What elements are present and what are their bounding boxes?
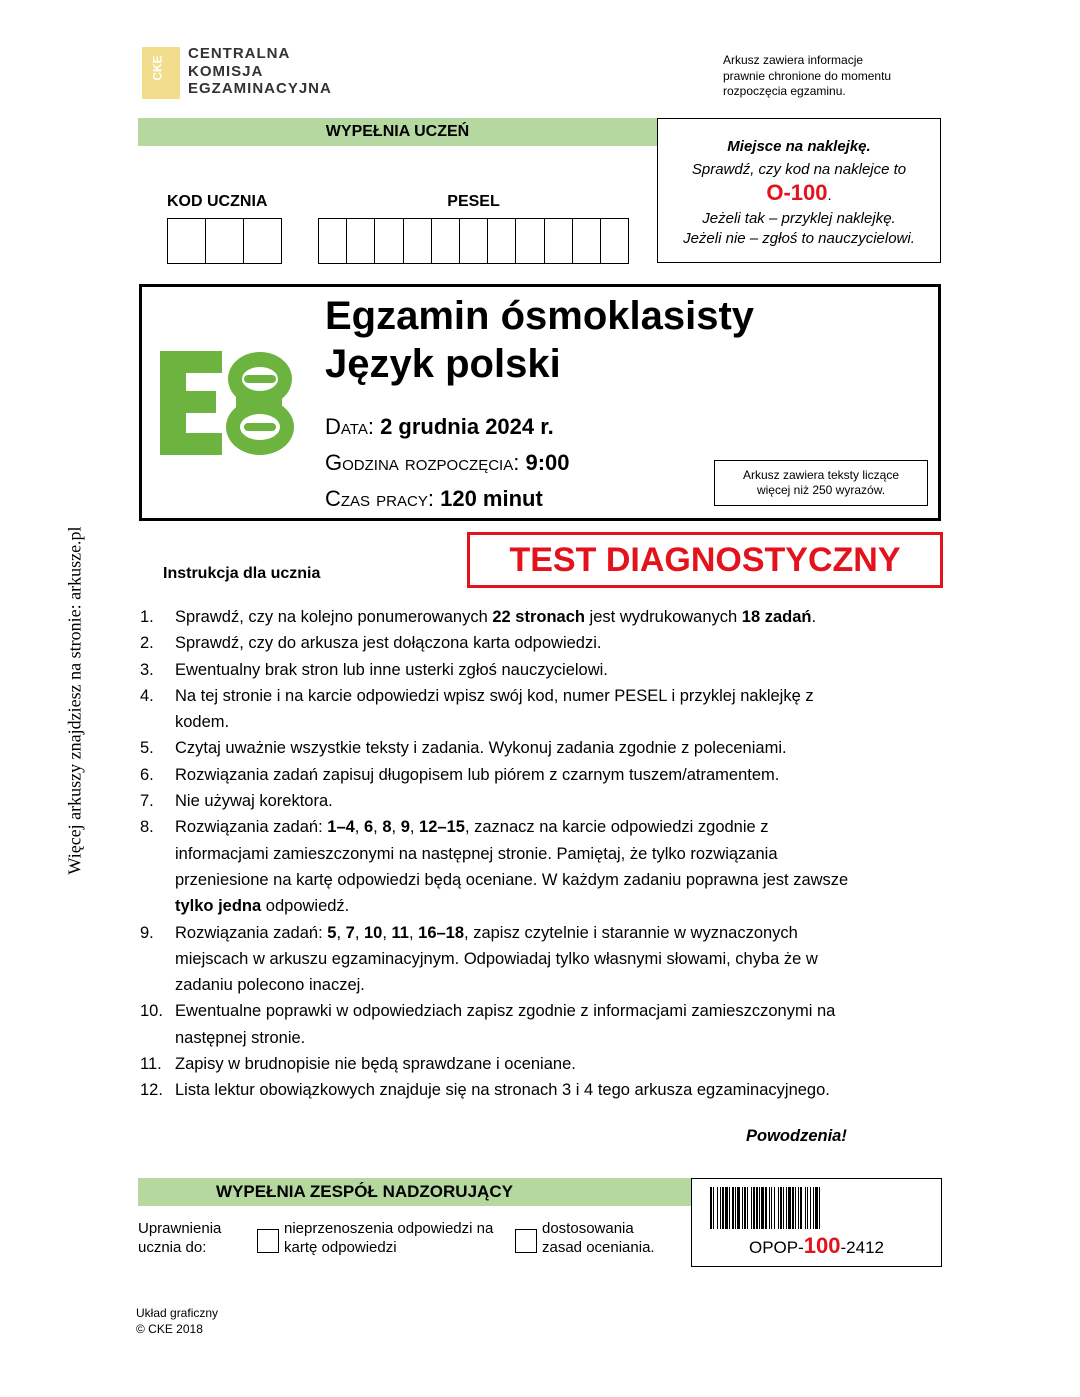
instruction-segment: 6 (363, 818, 374, 837)
instruction-text (175, 1077, 830, 1103)
barcode-box (691, 1178, 942, 1267)
instruction-item (140, 657, 920, 683)
instruction-item (140, 814, 920, 919)
student-section-bar: WYPEŁNIA UCZEŃ (138, 118, 657, 146)
barcode-number: 100 (803, 1233, 841, 1258)
word-count-note-text: Arkusz zawiera teksty liczące więcej niż 250 wyrazów. (742, 467, 900, 497)
instruction-segment: 5 (327, 923, 337, 942)
instruction-segment: , (354, 818, 364, 837)
side-watermark-text: Więcej arkuszy znajdziesz na stronie: arkusze.pl (64, 526, 85, 875)
legal-line: rozpoczęcia egzaminu. (723, 84, 846, 98)
rights-label: Uprawnienia ucznia do: (138, 1220, 222, 1256)
instruction-item (140, 630, 920, 656)
option-no-transfer: nieprzenoszenia odpowiedzi na kartę odpowiedzi (284, 1220, 494, 1256)
cke-logo-line: CENTRALNA (188, 45, 291, 62)
pesel-cell[interactable] (460, 219, 488, 263)
instruction-segment: , (408, 923, 419, 942)
cke-logo-mark-text: CKE (150, 55, 165, 81)
instruction-number: 9. (140, 923, 154, 942)
instruction-item (140, 920, 920, 999)
instruction-item (140, 998, 920, 1051)
barcode-suffix: -2412 (840, 1238, 884, 1257)
exam-title: Egzamin ósmoklasisty (325, 294, 755, 338)
kod-ucznia-input[interactable] (167, 218, 282, 264)
instruction-segment: , (391, 818, 401, 837)
barcode-icon (710, 1187, 922, 1229)
exam-time (325, 445, 570, 480)
instruction-segment: Sprawdź, czy na kolejno ponumerowanych (175, 608, 493, 626)
instruction-segment: 12–15 (419, 818, 465, 837)
pesel-cell[interactable] (545, 219, 573, 263)
instruction-number: 3. (140, 660, 154, 679)
diagnostic-stamp: TEST DIAGNOSTYCZNY (467, 532, 943, 588)
instruction-segment: Sprawdź, czy do arkusza jest dołączona karta odpowiedzi. (175, 634, 602, 653)
instruction-text (175, 814, 865, 919)
kod-ucznia-label: KOD UCZNIA (167, 193, 268, 210)
pesel-cell[interactable] (432, 219, 460, 263)
instruction-number: 11. (140, 1055, 162, 1074)
instruction-number: 12. (140, 1081, 163, 1100)
sticker-text: Jeżeli tak – przyklej naklejkę. (702, 210, 896, 227)
cke-logo (142, 45, 342, 101)
instruction-item (140, 735, 920, 761)
instruction-item (140, 683, 920, 736)
instructions-list (140, 604, 920, 1104)
footer-line: © CKE 2018 (136, 1322, 203, 1336)
pesel-cell[interactable] (601, 219, 629, 263)
instruction-segment: 16–18 (418, 923, 465, 942)
instruction-segment: . (811, 608, 817, 626)
instruction-number: 4. (140, 686, 154, 705)
instruction-segment: Na tej stronie i na karcie odpowiedzi wpisz swój kod, numer PESEL i przyklej naklejkę z kodem. (175, 686, 814, 732)
instruction-segment: 10 (363, 923, 383, 942)
instruction-segment: , (409, 818, 420, 837)
barcode-code (692, 1233, 941, 1259)
instruction-segment: 9 (400, 818, 410, 837)
instruction-text (175, 604, 816, 630)
time-value: 9:00 (525, 450, 570, 475)
pesel-cell[interactable] (319, 219, 347, 263)
option-adjusted-grading: dostosowania zasad oceniania. (542, 1220, 655, 1256)
cke-logo-mark (142, 47, 180, 99)
pesel-cell[interactable] (375, 219, 403, 263)
word-count-note (714, 460, 928, 506)
instruction-number: 6. (140, 765, 154, 784)
cke-logo-line: EGZAMINACYJNA (188, 80, 332, 97)
pesel-cell[interactable] (516, 219, 544, 263)
instruction-segment: jest wydrukowanych (584, 608, 742, 626)
sticker-title: Miejsce na naklejkę. (727, 138, 871, 155)
instruction-text (175, 657, 608, 683)
instruction-item (140, 1051, 920, 1077)
exam-date (325, 409, 554, 444)
instruction-segment: 22 stronach (492, 608, 585, 626)
instruction-text (175, 788, 333, 814)
exam-subject: Język polski (325, 342, 561, 386)
instruction-number: 1. (140, 608, 154, 626)
instruction-segment: Ewentualny brak stron lub inne usterki zgłoś nauczycielowi. (175, 660, 608, 679)
supervisor-section-bar (138, 1178, 691, 1206)
instruction-segment: , (336, 923, 346, 942)
instruction-number: 7. (140, 792, 154, 811)
instruction-number: 10. (140, 1002, 163, 1021)
sticker-code: O-100 (766, 180, 828, 205)
sticker-area: Miejsce na naklejkę. Sprawdź, czy kod na naklejce to O-100. Jeżeli tak – przyklej naklejkę. Jeżeli nie – zgłoś to nauczycielowi. (657, 118, 941, 263)
checkbox-adjusted-grading[interactable] (515, 1229, 537, 1253)
instruction-text (175, 735, 787, 761)
instruction-segment: , zapisz czytelnie i starannie w wyznaczonych miejscach w arkuszu egzaminacyjnym. Odpowiadaj tylko własnymi słowami, chyba że w zadaniu polecono inaczej. (175, 923, 818, 995)
instruction-segment: 11 (391, 923, 409, 942)
pesel-cell[interactable] (573, 219, 601, 263)
date-value: 2 grudnia 2024 r. (380, 414, 554, 439)
barcode-prefix: OPOP- (749, 1238, 804, 1257)
instruction-segment: odpowiedź. (261, 897, 350, 916)
pesel-input[interactable] (318, 218, 629, 264)
pesel-cell[interactable] (347, 219, 375, 263)
cke-logo-line: KOMISJA (188, 62, 264, 80)
instruction-number: 8. (140, 818, 154, 837)
instruction-segment: Ewentualne poprawki w odpowiedziach zapisz zgodnie z informacjami zamieszczonymi na następnej stronie. (175, 1002, 836, 1047)
pesel-cell[interactable] (488, 219, 516, 263)
instruction-segment: , zaznacz na karcie odpowiedzi zgodnie z informacjami zamieszczonymi na następnej stronie. Pamiętaj, że tylko rozwiązania przeniesione na kartę odpowiedzi będą oceniane. W każdym zadaniu poprawna jest zawsze (175, 818, 849, 889)
legal-line: Arkusz zawiera informacje (723, 53, 864, 67)
footer (136, 1305, 218, 1337)
instruction-segment: Rozwiązania zadań: (175, 818, 328, 837)
instruction-segment: Lista lektur obowiązkowych znajduje się na stronach 3 i 4 tego arkusza egzaminacyjnego. (175, 1081, 830, 1100)
instruction-segment: 8 (382, 818, 392, 837)
supervisor-bar-title: WYPEŁNIA ZESPÓŁ NADZORUJĄCY (216, 1182, 513, 1201)
instruction-segment: Rozwiązania zadań zapisuj długopisem lub piórem z czarnym tuszem/atramentem. (175, 765, 780, 784)
instruction-item (140, 604, 920, 630)
instruction-number: 2. (140, 634, 154, 653)
legal-line: prawnie chronione do momentu (723, 68, 892, 83)
instruction-segment: 18 zadań (741, 608, 812, 626)
pesel-label: PESEL (447, 193, 500, 210)
instruction-segment: Rozwiązania zadań: (175, 923, 328, 942)
sticker-text: Jeżeli nie – zgłoś to nauczycielowi. (683, 230, 915, 247)
instruction-segment: tylko jedna (175, 897, 262, 916)
instruction-segment: , (354, 923, 364, 942)
checkbox-no-transfer[interactable] (257, 1229, 279, 1253)
instruction-item (140, 788, 920, 814)
closing-text: Powodzenia! (746, 1127, 847, 1145)
legal-notice (723, 53, 891, 100)
exam-duration (325, 481, 543, 516)
instruction-segment: , (382, 923, 392, 942)
pesel-cell[interactable] (404, 219, 432, 263)
instruction-segment: 7 (345, 923, 355, 942)
e8-logo (160, 351, 300, 455)
date-label: Data: (325, 414, 374, 439)
instruction-text (175, 630, 601, 656)
instruction-segment: Czytaj uważnie wszystkie teksty i zadania. Wykonuj zadania zgodnie z poleceniami. (175, 739, 787, 758)
time-label: Godzina rozpoczęcia: (325, 450, 520, 475)
duration-value: 120 minut (440, 486, 543, 511)
instruction-segment: Nie używaj korektora. (175, 792, 333, 811)
instruction-text (175, 1051, 576, 1077)
instruction-text (175, 762, 779, 788)
instruction-text (175, 998, 865, 1051)
instruction-number: 5. (140, 739, 154, 758)
instructions-heading: Instrukcja dla ucznia (163, 565, 321, 582)
instruction-segment: Zapisy w brudnopisie nie będą sprawdzane i oceniane. (175, 1055, 576, 1074)
instruction-item (140, 762, 920, 788)
instruction-text (175, 920, 865, 999)
instruction-item (140, 1077, 920, 1103)
sticker-text: Sprawdź, czy kod na naklejce to (691, 161, 907, 178)
instruction-text (175, 683, 865, 736)
footer-line: Układ graficzny (136, 1306, 219, 1320)
duration-label: Czas pracy: (325, 486, 434, 511)
instruction-segment: , (373, 818, 383, 837)
instruction-segment: 1–4 (327, 818, 355, 837)
